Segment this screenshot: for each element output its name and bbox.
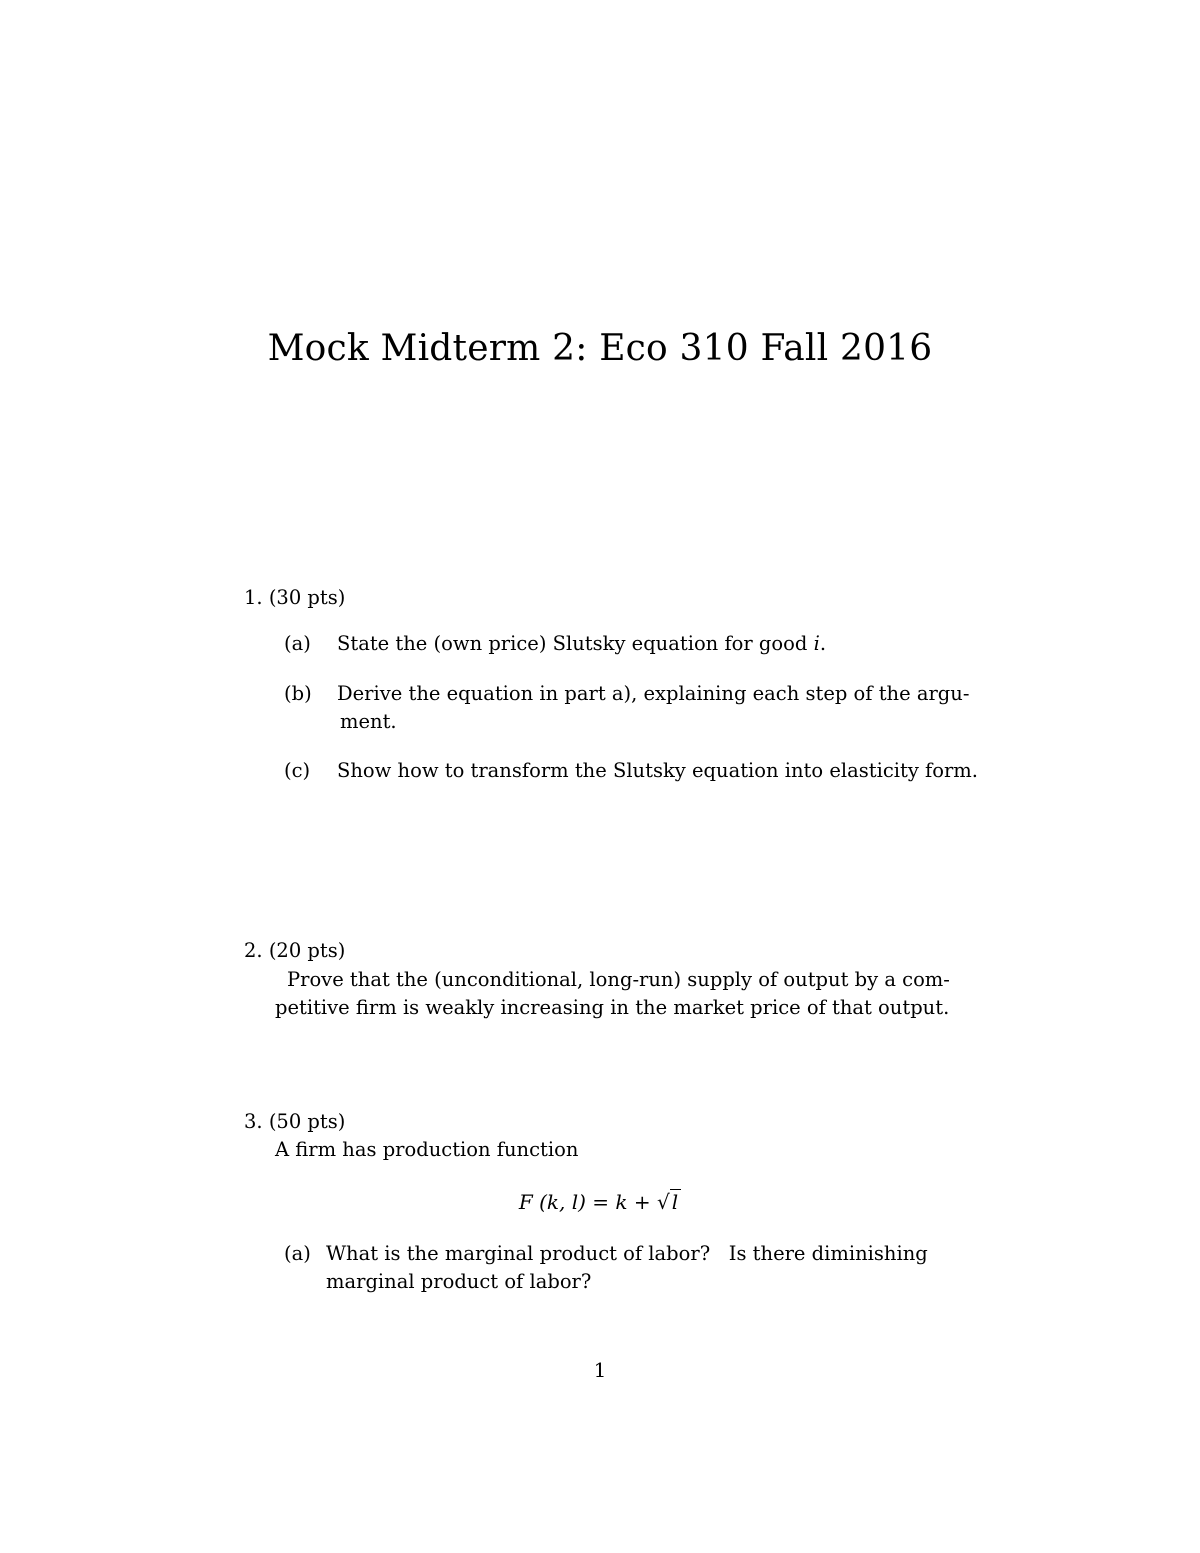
part-text: Derive the equation in part a), explaining each step of the argu- — [337, 682, 970, 705]
part-text: What is the marginal product of labor? Is there diminishing — [326, 1242, 928, 1265]
part-text: Show how to transform the Slutsky equation into elasticity form. — [337, 759, 978, 782]
part-text-continued: marginal product of labor? — [326, 1270, 592, 1293]
question-number: 1. (30 pts) — [244, 586, 346, 609]
question-text: Prove that the (unconditional, long-run) supply of output by a com- — [287, 968, 950, 991]
part-label: (a) — [284, 1242, 311, 1265]
production-function-formula: F (k, l) = k + √ l — [0, 1190, 1200, 1214]
square-root: √ l — [657, 1190, 681, 1214]
page-number: 1 — [593, 1358, 607, 1382]
part-text-continued: ment. — [340, 710, 397, 733]
part-label: (b) — [284, 682, 312, 705]
question-number: 2. (20 pts) — [244, 939, 346, 962]
question-number: 3. (50 pts) — [244, 1110, 346, 1133]
question-intro: A firm has production function — [275, 1138, 579, 1161]
part-label: (a) — [284, 632, 311, 655]
page-title: Mock Midterm 2: Eco 310 Fall 2016 — [267, 328, 933, 369]
part-label: (c) — [284, 759, 311, 782]
part-text: State the (own price) Slutsky equation for good i. — [337, 632, 827, 655]
question-text-continued: petitive firm is weakly increasing in the market price of that output. — [275, 996, 950, 1019]
